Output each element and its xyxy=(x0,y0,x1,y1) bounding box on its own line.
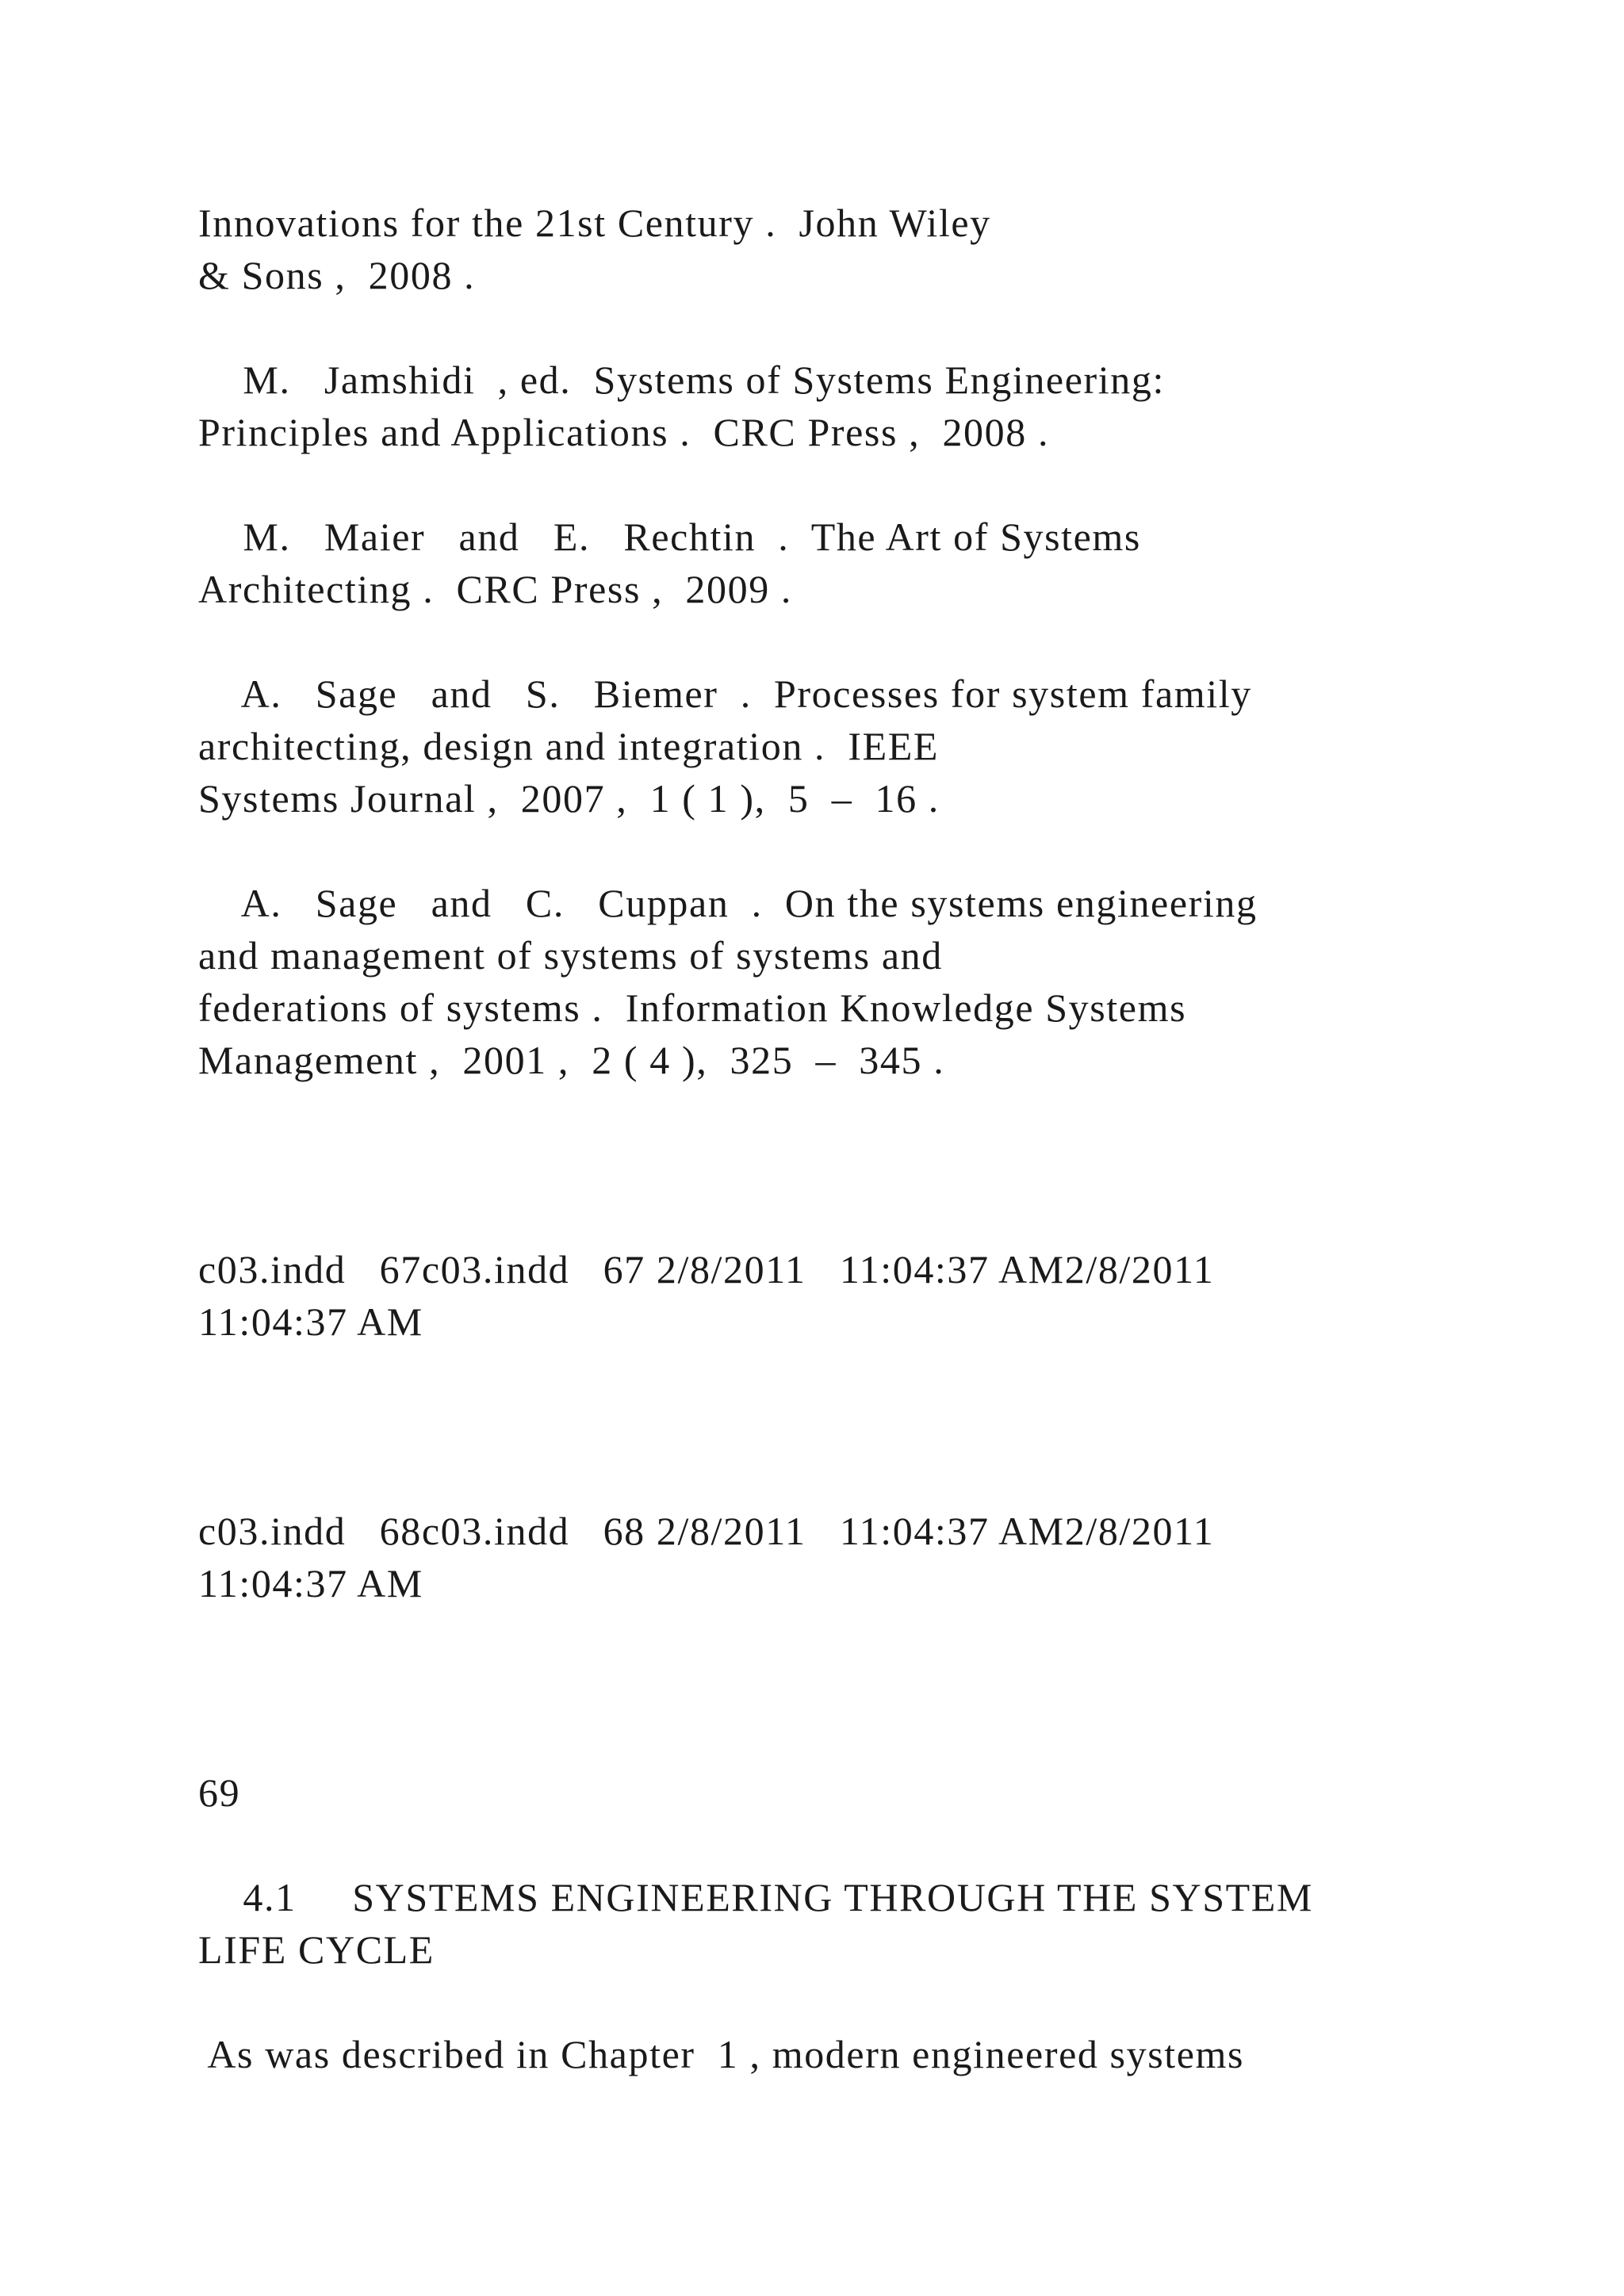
reference-line: Innovations for the 21st Century . John Wiley xyxy=(198,201,991,245)
body-paragraph: As was described in Chapter 1 , modern engineered systems xyxy=(198,2032,1245,2076)
section-heading: 4.1 SYSTEMS ENGINEERING THROUGH THE SYSTEM xyxy=(198,1875,1313,1919)
reference-line: M. Maier and E. Rechtin . The Art of Systems xyxy=(198,515,1141,559)
reference-line: M. Jamshidi , ed. Systems of Systems Engineering: xyxy=(198,358,1165,402)
file-footer-line: c03.indd 67c03.indd 67 2/8/2011 11:04:37 AM2/8/2011 xyxy=(198,1247,1215,1292)
reference-line: A. Sage and C. Cuppan . On the systems engineering xyxy=(198,881,1258,925)
reference-line: and management of systems of systems and xyxy=(198,933,943,978)
page-number: 69 xyxy=(198,1770,241,1815)
reference-line: Systems Journal , 2007 , 1 ( 1 ), 5 – 16 . xyxy=(198,776,940,821)
reference-line: architecting, design and integration . IEEE xyxy=(198,724,939,768)
file-footer-line: 11:04:37 AM xyxy=(198,1299,423,1344)
reference-line: & Sons , 2008 . xyxy=(198,253,476,297)
reference-line: Architecting . CRC Press , 2009 . xyxy=(198,567,793,611)
file-footer-line: c03.indd 68c03.indd 68 2/8/2011 11:04:37 AM2/8/2011 xyxy=(198,1509,1215,1553)
file-footer-line: 11:04:37 AM xyxy=(198,1561,423,1605)
reference-line: federations of systems . Information Knowledge Systems xyxy=(198,985,1187,1030)
reference-line: Principles and Applications . CRC Press , 2008 . xyxy=(198,410,1050,454)
reference-line: A. Sage and S. Biemer . Processes for system family xyxy=(198,672,1252,716)
section-heading: LIFE CYCLE xyxy=(198,1927,435,1972)
reference-line: Management , 2001 , 2 ( 4 ), 325 – 345 . xyxy=(198,1038,945,1082)
